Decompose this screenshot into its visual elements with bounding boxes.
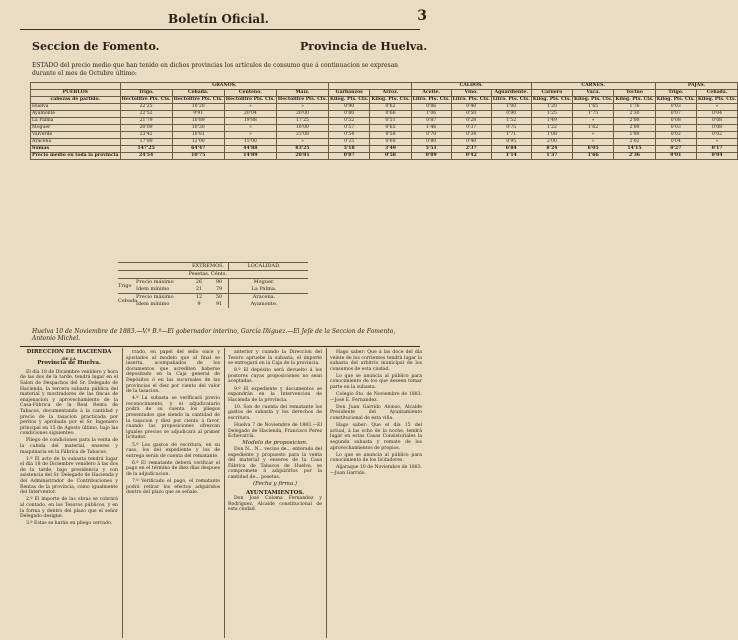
price-cell: » <box>276 139 328 146</box>
total-cell: 64'47 <box>172 146 224 153</box>
price-cell: 2'02 <box>614 139 655 146</box>
extremos-line <box>136 294 308 301</box>
total-cell: 0'89 <box>411 153 451 160</box>
column-3 <box>228 350 322 515</box>
price-cell: 0'66 <box>370 111 411 118</box>
price-cell: 0'37 <box>451 125 491 132</box>
column-header: Arroz. <box>370 90 411 97</box>
column-header: Aceite. <box>411 90 451 97</box>
column-header: Trigo. <box>655 90 696 97</box>
paragraph: Lo que se anuncia al público para conocimiento de los licitadores. <box>330 452 422 464</box>
price-cell: 0'50 <box>451 111 491 118</box>
table-row <box>31 139 738 146</box>
column-header: Centeno. <box>224 90 276 97</box>
price-cell: » <box>224 104 276 111</box>
paragraph: 10. Son de cuenta del rematante los gastos de subasta y los derechos de escritura. <box>228 404 322 422</box>
group-header: CARNES. <box>531 83 655 90</box>
price-cell: 2'00 <box>614 125 655 132</box>
paragraph: Aljaraque 10 de Noviembre de 1883.—Juan Garrido. <box>330 465 422 476</box>
extremos-heading: EXTREMOS. <box>191 263 224 269</box>
extremos-cell: 21 <box>195 286 203 292</box>
total-cell: 14'89 <box>224 153 276 160</box>
town-name: Valverde <box>31 132 121 139</box>
price-cell: 19'88 <box>224 118 276 125</box>
paragraph: Hago saber: Que el día 15 del actual, á las ocho de la noche, tendrá lugar en estas Casas Consistoriales la segunda subasta y remate de los aprovechamientos de propios. <box>330 423 422 451</box>
price-cell: 0'40 <box>451 104 491 111</box>
price-cell: 0'70 <box>411 132 451 139</box>
body-rule <box>20 346 420 347</box>
price-cell: 17'25 <box>276 118 328 125</box>
total-cell: 1'66 <box>573 153 614 160</box>
paragraph: 2.º El importe de las obras se cobrará al contado, en los Tesoros públicos, y en la forma y dentro del plazo que el señor Delegado designe. <box>20 497 118 520</box>
extremos-cell: Aracena. <box>228 294 299 301</box>
price-cell: 10'20 <box>172 104 224 111</box>
extremos-cell: Precio máximo <box>136 279 174 285</box>
price-cell: » <box>696 139 737 146</box>
unit-header: Kilóg. Pts. Cts. <box>615 97 654 102</box>
unit-row <box>31 97 738 104</box>
town-name: Aracena <box>31 139 121 146</box>
grain-label: Cebada <box>118 297 138 304</box>
unit-header: Hectólitre Pts. Cts. <box>225 97 275 102</box>
table-body <box>31 104 738 160</box>
column-header: Vaca. <box>573 90 614 97</box>
unit-header: Kilóg. Pts. Cts. <box>330 97 369 102</box>
price-cell: 10'30 <box>172 125 224 132</box>
price-cell: 0'07 <box>655 111 696 118</box>
price-cell: 17'00 <box>120 139 172 146</box>
paragraph: 7.º Verificado el pago, el rematante podrá retirar los efectos adquiridos dentro del plazo que se señale. <box>126 479 220 496</box>
extremos-cell: 91 <box>215 301 223 307</box>
group-header: GRANOS. <box>120 83 329 90</box>
price-cell: 1'62 <box>573 125 614 132</box>
table-row <box>31 111 738 118</box>
extremos-cell: 26 <box>195 279 203 285</box>
extremos-cell: La Palma. <box>228 286 299 293</box>
extremos-lines <box>136 294 308 308</box>
price-cell: 0'52 <box>329 118 370 125</box>
price-cell: 0'86 <box>411 104 451 111</box>
price-cell: 10'89 <box>172 118 224 125</box>
extremos-line <box>136 301 308 308</box>
extremos-lines <box>136 279 308 293</box>
price-cell: » <box>573 132 614 139</box>
price-cell: 9'91 <box>172 111 224 118</box>
price-cell: » <box>573 139 614 146</box>
price-cell: 0'40 <box>451 139 491 146</box>
extremos-cell: Idem mínimo <box>136 301 170 307</box>
extremos-line <box>136 279 308 286</box>
price-cell: 0'95 <box>491 139 531 146</box>
price-cell: 1'90 <box>614 132 655 139</box>
total-cell: 0'42 <box>451 153 491 160</box>
extremos-cell: 79 <box>215 286 223 292</box>
price-cell: 15'00 <box>224 139 276 146</box>
extremos-line <box>136 286 308 293</box>
extremos-cell: Precio máximo <box>136 294 174 300</box>
column-header: Cebada. <box>172 90 224 97</box>
extremos-cell: 50 <box>215 294 223 300</box>
column-header: Garbanzos <box>329 90 370 97</box>
total-cell: 6'84 <box>491 146 531 153</box>
paragraph: Lo que se anuncia al público para conocimiento de los que deseen tomar parte en la subasta. <box>330 373 422 391</box>
price-cell: 1'71 <box>491 132 531 139</box>
total-cell: 3'49 <box>370 146 411 153</box>
price-cell: 23'42 <box>120 132 172 139</box>
unit-header: Kilóg. Pts. Cts. <box>371 97 410 102</box>
paragraph: anterior y cuando la Direccion del Tesoro apruebe la subasta, el importe se entregará en la Caja de la provincia. <box>228 350 322 367</box>
group-header-row <box>31 83 738 90</box>
price-cell: 1'75 <box>573 111 614 118</box>
extremos-cell: 90 <box>215 279 223 285</box>
unit-header: Hectólitre Pts. Cts. <box>173 97 223 102</box>
price-cell: 0'65 <box>370 125 411 132</box>
table-intro: ESTADO del precio medio que han tenido en dichos provincias los artículos de consumo que á continuacion se expresan durante el mes de Octubre último: <box>32 62 399 77</box>
price-cell: 1'06 <box>411 111 451 118</box>
price-cell: 2'00 <box>531 139 572 146</box>
extremos-group <box>118 278 308 293</box>
extremos-cell: Ayamonte. <box>228 301 299 308</box>
col1-heading-prov: Provincia de Huelva. <box>37 360 101 367</box>
total-cell: 1'14 <box>491 153 531 160</box>
price-cell: 0'75 <box>491 125 531 132</box>
total-cell: 0'04 <box>696 153 737 160</box>
price-cell: 0'90 <box>329 104 370 111</box>
extremos-table <box>118 262 308 308</box>
price-table <box>30 82 738 160</box>
price-cell: » <box>573 118 614 125</box>
extremos-cell: Moguer. <box>228 279 299 286</box>
total-cell: 14'15 <box>614 146 655 153</box>
pesetas-heading: Pesetas. <box>188 271 210 277</box>
ayunt-text: Don José Coloma Fernandez y Rodríguez, Alcalde constitucional de esta ciudad. <box>228 496 322 513</box>
price-cell: 0'57 <box>329 125 370 132</box>
column-1 <box>20 350 118 528</box>
paragraph: El día 18 de Diciembre venidero y hora de las dos de la tarde, tendrá lugar en el Salon de Despachos del Sr. Delegado de Hacienda, la tercera subasta pública del material y mostradores de las fincas de enajenacion y aprovechamiento de la Casa-Fábrica de la Real Renta de Tabacos, documentando á la cantidad y precio de la tasacion practicada por peritos y aprobada por el Sr. Ingeniero principal en 15 de Agosto último, bajo las condiciones siguientes: <box>20 369 118 437</box>
price-cell: 22'25 <box>120 104 172 111</box>
price-cell: 16'00 <box>276 125 328 132</box>
price-cell: 2'00 <box>614 118 655 125</box>
price-cell: 1'20 <box>531 104 572 111</box>
unit-header: Kilóg. Pts. Cts. <box>656 97 695 102</box>
ayunt-heading: AYUNTAMIENTOS. <box>245 489 305 496</box>
town-name: Ayamonte <box>31 111 121 118</box>
unit-header: Kilóg. Pts. Cts. <box>574 97 613 102</box>
column-divider <box>326 348 327 638</box>
column-header: Vino. <box>451 90 491 97</box>
total-cell: 1'37 <box>531 153 572 160</box>
section-title-left: Seccion de Fomento. <box>32 40 160 53</box>
price-cell: 0'04 <box>655 139 696 146</box>
signature-line: Huelva 10 de Noviembre de 1883.—V.º B.º—El gobernador interino, García Iñiguez.—El Jefe de la Seccion de Fomento, Antonio Michel. <box>32 328 396 342</box>
column-header: Cebada. <box>696 90 737 97</box>
price-cell: 10'81 <box>172 132 224 139</box>
extremos-cell: 9 <box>197 301 201 307</box>
column-header: PUEBLOS <box>31 90 121 97</box>
price-cell: 1'25 <box>531 111 572 118</box>
extremos-rows <box>118 278 308 308</box>
price-cell: » <box>696 104 737 111</box>
fecha-firma: (Fecha y firma.) <box>252 481 298 488</box>
total-cell: 0'01 <box>655 153 696 160</box>
model-text: Don N... N... vecino de... enterado del expediente y propuesto para la venta del material y enseres de la Casa Fábrica de Tabacos de Huelva, se compromete á adquirirlos por la cantidad de... pesetas. <box>228 447 322 480</box>
price-cell: 0'80 <box>411 139 451 146</box>
price-cell: 12'00 <box>172 139 224 146</box>
localidad-heading: LOCALIDAD. <box>228 263 299 270</box>
centimos-heading: Cénts. <box>210 271 228 277</box>
price-cell: 0'03 <box>655 125 696 132</box>
price-cell: 1'22 <box>531 125 572 132</box>
price-cell: 0'03 <box>655 104 696 111</box>
paragraph: 6.º El rematante deberá verificar el pago en el término de diez días despues de la adjudicacion. <box>126 460 220 477</box>
price-cell: 1'08 <box>531 132 572 139</box>
total-cell: 0'58 <box>370 153 411 160</box>
sumas-row <box>31 146 738 153</box>
section-title-right: Provincia de Huelva. <box>300 40 428 53</box>
price-cell: » <box>224 125 276 132</box>
paragraph: 4.º La subasta se verificará previo reconocimiento, y el adjudicatario podrá de su cuenta los pliegos presentados que siendo la cantidad de la tasacion y diez por ciento á favor, cuando las proposiciones ofrezcan iguales precios se adjudicará al primer licitador. <box>126 396 220 441</box>
model-heading: Modelo de proposicion. <box>242 440 308 447</box>
col1-heading: DIRECCION DE HACIENDA <box>26 349 112 355</box>
price-cell: 0'62 <box>370 104 411 111</box>
paragraph: Don Juan Garrido Alonso, Alcalde Presidente del Ayuntamiento constitucional de esta villa. <box>330 404 422 422</box>
grain-label: Trigo <box>118 282 132 289</box>
row-label: Precio medio en toda la provincia <box>32 153 119 158</box>
total-cell: 147'25 <box>120 146 172 153</box>
price-cell: 0'08 <box>655 118 696 125</box>
unit-header: Kilóg. Pts. Cts. <box>532 97 572 102</box>
column-divider <box>224 348 225 638</box>
group-header: CALDOS. <box>411 83 531 90</box>
price-cell: 21'79 <box>120 118 172 125</box>
total-cell: 83'25 <box>276 146 328 153</box>
price-cell: 0'90 <box>491 111 531 118</box>
price-cell: 20'09 <box>120 125 172 132</box>
price-cell: 1'52 <box>491 118 531 125</box>
unit-header: cabezas de partido. <box>31 97 121 104</box>
column-header-row <box>31 90 738 97</box>
table-row <box>31 118 738 125</box>
table-row <box>31 132 738 139</box>
price-cell: 1'46 <box>411 125 451 132</box>
price-cell: » <box>224 132 276 139</box>
paragraph: Colegio Sto. de Noviembre de 1883.—José E. Fernandez. <box>330 392 422 403</box>
medio-row <box>31 153 738 160</box>
total-cell: 0'17 <box>696 146 737 153</box>
paragraph: 5.º Los gastos de escritura, en su caso, los del expediente y los de entrega serán de cuenta del rematante. <box>126 442 220 459</box>
price-cell: 23'08 <box>276 132 328 139</box>
paragraph: 8.º El depósito será devuelto á los postores cuyas proposiciones no sean aceptadas. <box>228 368 322 385</box>
total-cell: 2'37 <box>451 146 491 153</box>
price-cell: 0'08 <box>696 125 737 132</box>
unit-header: Litro. Pts. Cts. <box>452 97 490 102</box>
price-cell: 0'51 <box>370 118 411 125</box>
total-cell: 2'36 <box>614 153 655 160</box>
price-cell: 0'80 <box>329 111 370 118</box>
total-cell: 6'05 <box>573 146 614 153</box>
column-2 <box>126 350 220 497</box>
total-cell: 44'88 <box>224 146 276 153</box>
column-4 <box>330 350 422 478</box>
price-cell: 0'60 <box>370 139 411 146</box>
extremos-cell: Idem mínimo <box>136 286 170 292</box>
price-cell: 20'00 <box>276 111 328 118</box>
extremos-group <box>118 293 308 308</box>
paragraph: rrado, en papel del sello once y ajustados al modelo que al final se inserta, acompañados de los documentos que acrediten haberse depositado en la Caja general de Depósitos ó en las sucursales de las provincias el diez por ciento del valor de la tasacion. <box>126 350 220 395</box>
extremos-cell: 12 <box>195 294 203 300</box>
page-number: 3 <box>417 8 427 24</box>
total-cell: 5'51 <box>411 146 451 153</box>
total-cell: 5'18 <box>329 146 370 153</box>
price-cell: 0'87 <box>411 118 451 125</box>
column-divider <box>122 348 123 638</box>
unit-header: Hectólitre Pts. Cts. <box>277 97 328 102</box>
unit-header: Litro. Pts. Cts. <box>492 97 530 102</box>
group-header: PAJAS. <box>655 83 738 90</box>
unit-header: Kilóg. Pts. Cts. <box>697 97 737 102</box>
price-cell: 1'00 <box>491 104 531 111</box>
unit-header: Litro. Pts. Cts. <box>412 97 450 102</box>
paragraph: Hago saber: Que á las doce del día veinte de los corrientes tendrá lugar la subasta del arbitrio municipal de los consumos de esta ciudad. <box>330 350 422 372</box>
paragraph: 3.º Estas se harán en pliego cerrado. <box>26 521 113 527</box>
column-header: Aguardiente. <box>491 90 531 97</box>
price-cell: 1'65 <box>573 104 614 111</box>
total-cell: 20'81 <box>276 153 328 160</box>
price-cell: 2'30 <box>614 111 655 118</box>
table-row <box>31 125 738 132</box>
unit-header: Hectólitre Pts. Cts. <box>121 97 171 102</box>
price-cell: 0'54 <box>329 132 370 139</box>
paragraph: Pliego de condiciones para la venta de la cabida del material, enseres y maquinaria en la Fábrica de Tabacos. <box>20 438 118 455</box>
price-cell: 0'04 <box>696 111 737 118</box>
price-cell: 22'52 <box>120 111 172 118</box>
column-header: Carnero <box>531 90 572 97</box>
column-header: Trigo. <box>120 90 172 97</box>
price-cell: 1'49 <box>531 118 572 125</box>
price-cell: 0'28 <box>451 118 491 125</box>
header-rule <box>20 29 420 30</box>
price-cell: 0'02 <box>655 132 696 139</box>
table-row <box>31 104 738 111</box>
town-name: Huelva <box>31 104 121 111</box>
total-cell: 0'87 <box>329 153 370 160</box>
paragraph: Huelva 7 de Noviembre de 1883.—El Delegado de Hacienda, Francisco Perez Echevarría. <box>228 423 322 440</box>
total-cell: 8'24 <box>531 146 572 153</box>
newspaper-title: Boletín Oficial. <box>168 12 269 26</box>
column-header: Maíz. <box>276 90 328 97</box>
price-cell: 0'02 <box>696 132 737 139</box>
row-label: Sumas <box>31 146 121 153</box>
total-cell: 24'54 <box>120 153 172 160</box>
price-cell: 0'34 <box>451 132 491 139</box>
price-cell: 1'76 <box>614 104 655 111</box>
price-cell: 0'08 <box>696 118 737 125</box>
paragraph: 1.º El acto de la subasta tendrá lugar el día 18 de Diciembre venidero á las dos de la tarde, bajo presidencia y con asistencia del Sr. Delegado de Hacienda y del Administrador de Contribuciones y Rentas de la provincia, como igualmente del Interventor. <box>20 456 118 496</box>
total-cell: 10'75 <box>172 153 224 160</box>
town-name: Moguer <box>31 125 121 132</box>
price-cell: 20'04 <box>224 111 276 118</box>
price-cell: 0'58 <box>370 132 411 139</box>
town-name: La Palma <box>31 118 121 125</box>
column-header: Tocino <box>614 90 655 97</box>
paragraph: 9.º El expediente y documentos se expondrán en la Intervencion de Hacienda de la provincia. <box>228 386 322 403</box>
price-cell: 0'25 <box>329 139 370 146</box>
price-cell: » <box>276 104 328 111</box>
col1-heading-de: DE LA <box>62 355 76 361</box>
total-cell: 0'27 <box>655 146 696 153</box>
